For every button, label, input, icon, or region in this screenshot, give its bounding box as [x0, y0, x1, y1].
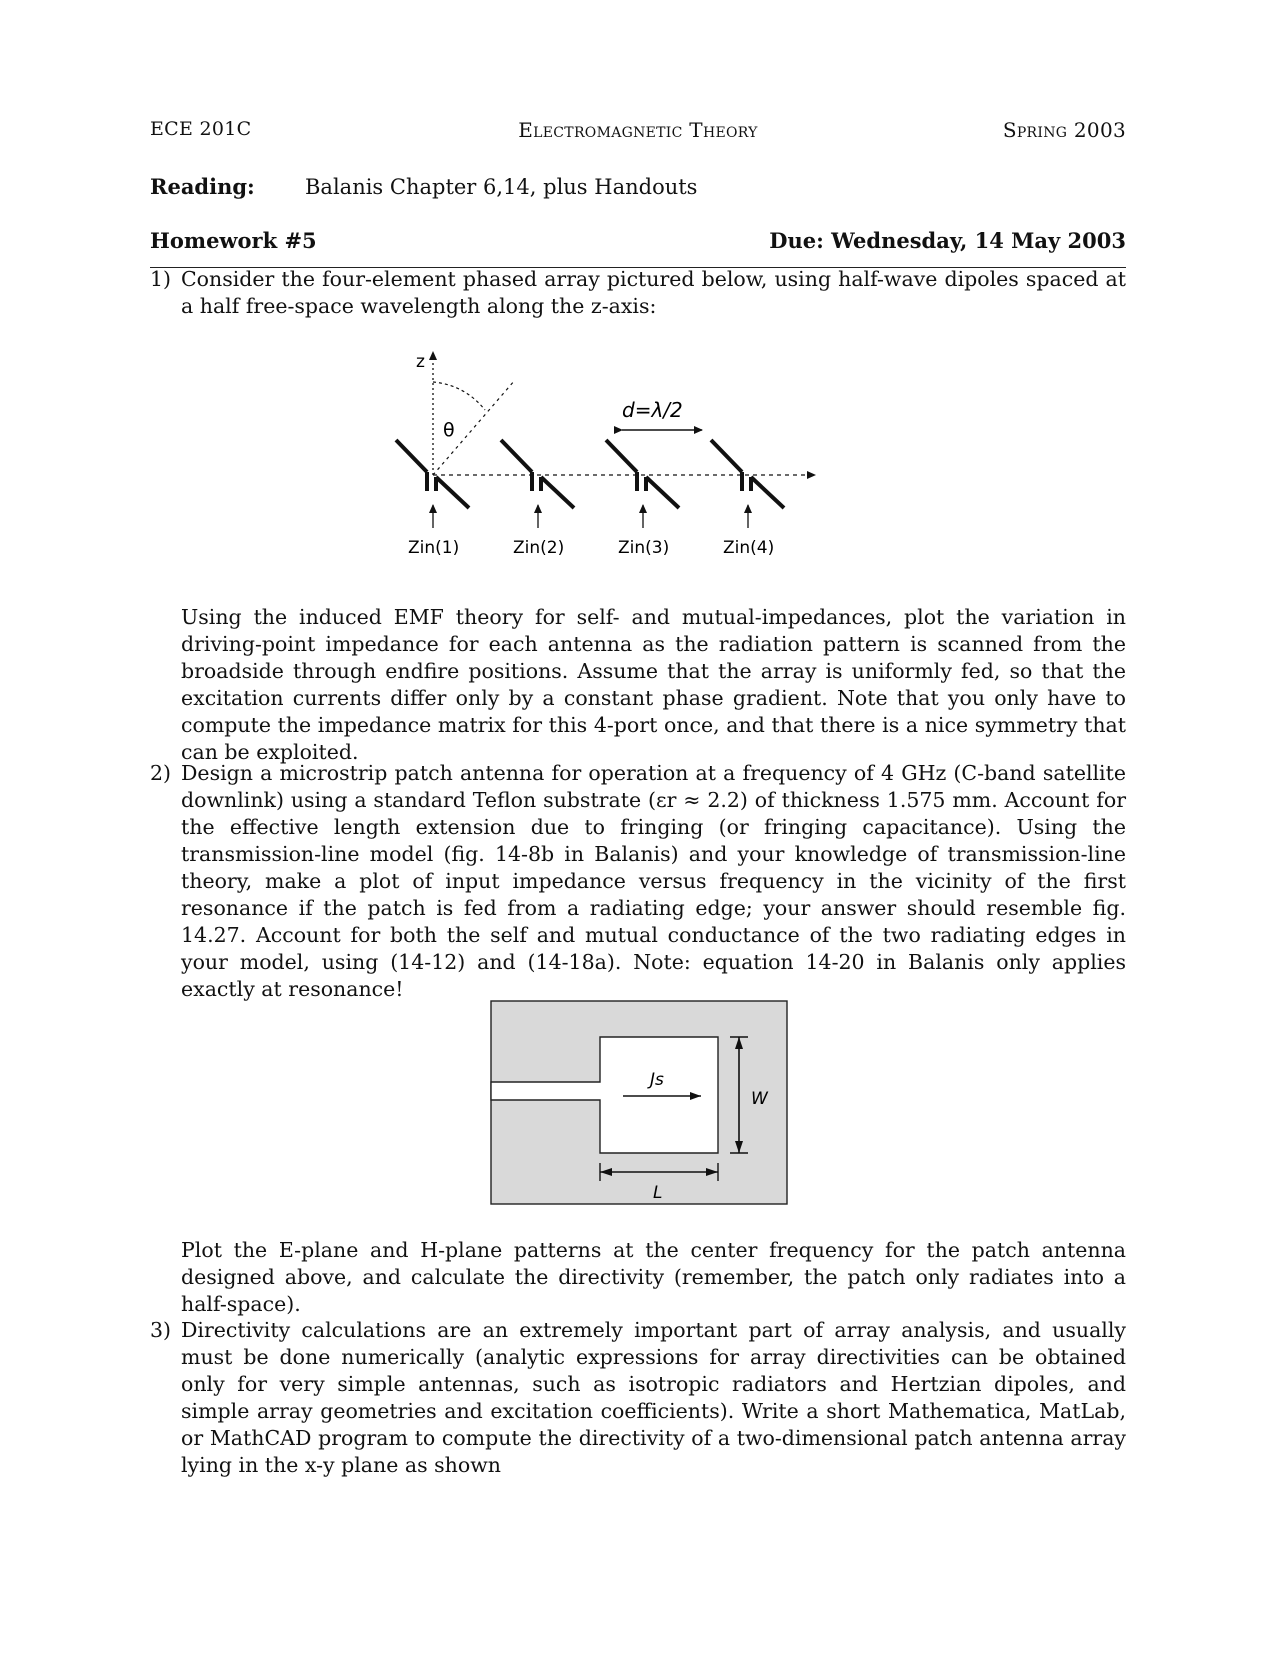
problem-3-number: 3) — [150, 1318, 172, 1342]
homework-heading — [150, 228, 1126, 253]
problem-2-intro: Design a microstrip patch antenna for operation at a frequency of 4 GHz (C-band satellite downlink) using a standard Teflon substrate (εr ≈ 2.2) of thickness 1.575 mm. Account for the effective length extension due to fringing (or fringing capacitance). Using the transmission-line model (fig. 14-8b in Balanis) and your knowledge of transmission-line theory, make a plot of input impedance versus frequency in the vicinity of the first resonance if the patch is fed from a radiating edge; your answer should resemble fig. 14.27. Account for both the self and mutual conductance of the two radiating edges in your model, using (14-12) and (14-18a). Note: equation 14-20 in Balanis only applies exactly at resonance! — [181, 761, 1126, 1001]
due-date: Due: Wednesday, 14 May 2003 — [769, 228, 1126, 253]
problem-2-number: 2) — [150, 761, 172, 785]
problem-1-number: 1) — [150, 267, 172, 291]
course-code: ECE 201C — [150, 118, 252, 140]
problem-3-intro: Directivity calculations are an extremely important part of array analysis, and usually must be done numerically (analytic expressions for array directivities can be obtained only for very simple antennas, such as isotropic radiators and Hertzian dipoles, and simple array geometries and excitation coefficients). Write a short Mathematica, MatLab, or MathCAD program to compute the directivity of a two-dimensional patch antenna array lying in the x-y plane as shown — [181, 1318, 1126, 1477]
homework-title: Homework #5 — [150, 228, 317, 253]
port-label-3: Zin(3) — [618, 538, 670, 558]
theta-label: θ — [443, 419, 455, 441]
problem-3 — [150, 1317, 1126, 1479]
reading-label: Reading: — [150, 174, 255, 199]
dipole-4 — [711, 440, 784, 528]
length-label: L — [653, 1183, 663, 1203]
reading-text: Balanis Chapter 6,14, plus Handouts — [305, 175, 698, 199]
problem-2-body: Plot the E-plane and H-plane patterns at the center frequency for the patch antenna designed above, and calculate the directivity (remember, the patch only radiates into a half-space). — [181, 1238, 1126, 1316]
theta-arc — [433, 382, 485, 410]
port-label-1: Zin(1) — [408, 538, 460, 558]
patch-antenna-figure — [490, 1000, 790, 1210]
problem-1-intro: Consider the four-element phased array pictured below, using half-wave dipoles spaced at a half free-space wavelength along the z-axis: — [181, 267, 1126, 318]
course-term: Spring 2003 — [1002, 118, 1126, 142]
dipole-2 — [501, 440, 574, 528]
problem-1-body: Using the induced EMF theory for self- and mutual-impedances, plot the variation in driving-point impedance for each antenna as the radiation pattern is scanned from the broadside through endfire positions. Assume that the array is uniformly fed, so that the excitation currents differ only by a constant phase gradient. Note that you only have to compute the impedance matrix for this 4-port once, and that there is a nice symmetry that can be exploited. — [181, 605, 1126, 764]
course-subject: Electromagnetic Theory — [518, 118, 758, 142]
current-label: Js — [650, 1070, 664, 1090]
port-label-4: Zin(4) — [723, 538, 775, 558]
spacing-label: d=λ/2 — [622, 398, 683, 422]
z-axis-label: z — [416, 352, 425, 372]
dipole-3 — [606, 440, 679, 528]
problem-2 — [150, 760, 1126, 1003]
problem-1 — [150, 266, 1126, 320]
dipole-array-figure — [390, 340, 830, 600]
reading-line — [150, 174, 697, 199]
port-label-2: Zin(2) — [513, 538, 565, 558]
width-label: W — [751, 1089, 768, 1109]
